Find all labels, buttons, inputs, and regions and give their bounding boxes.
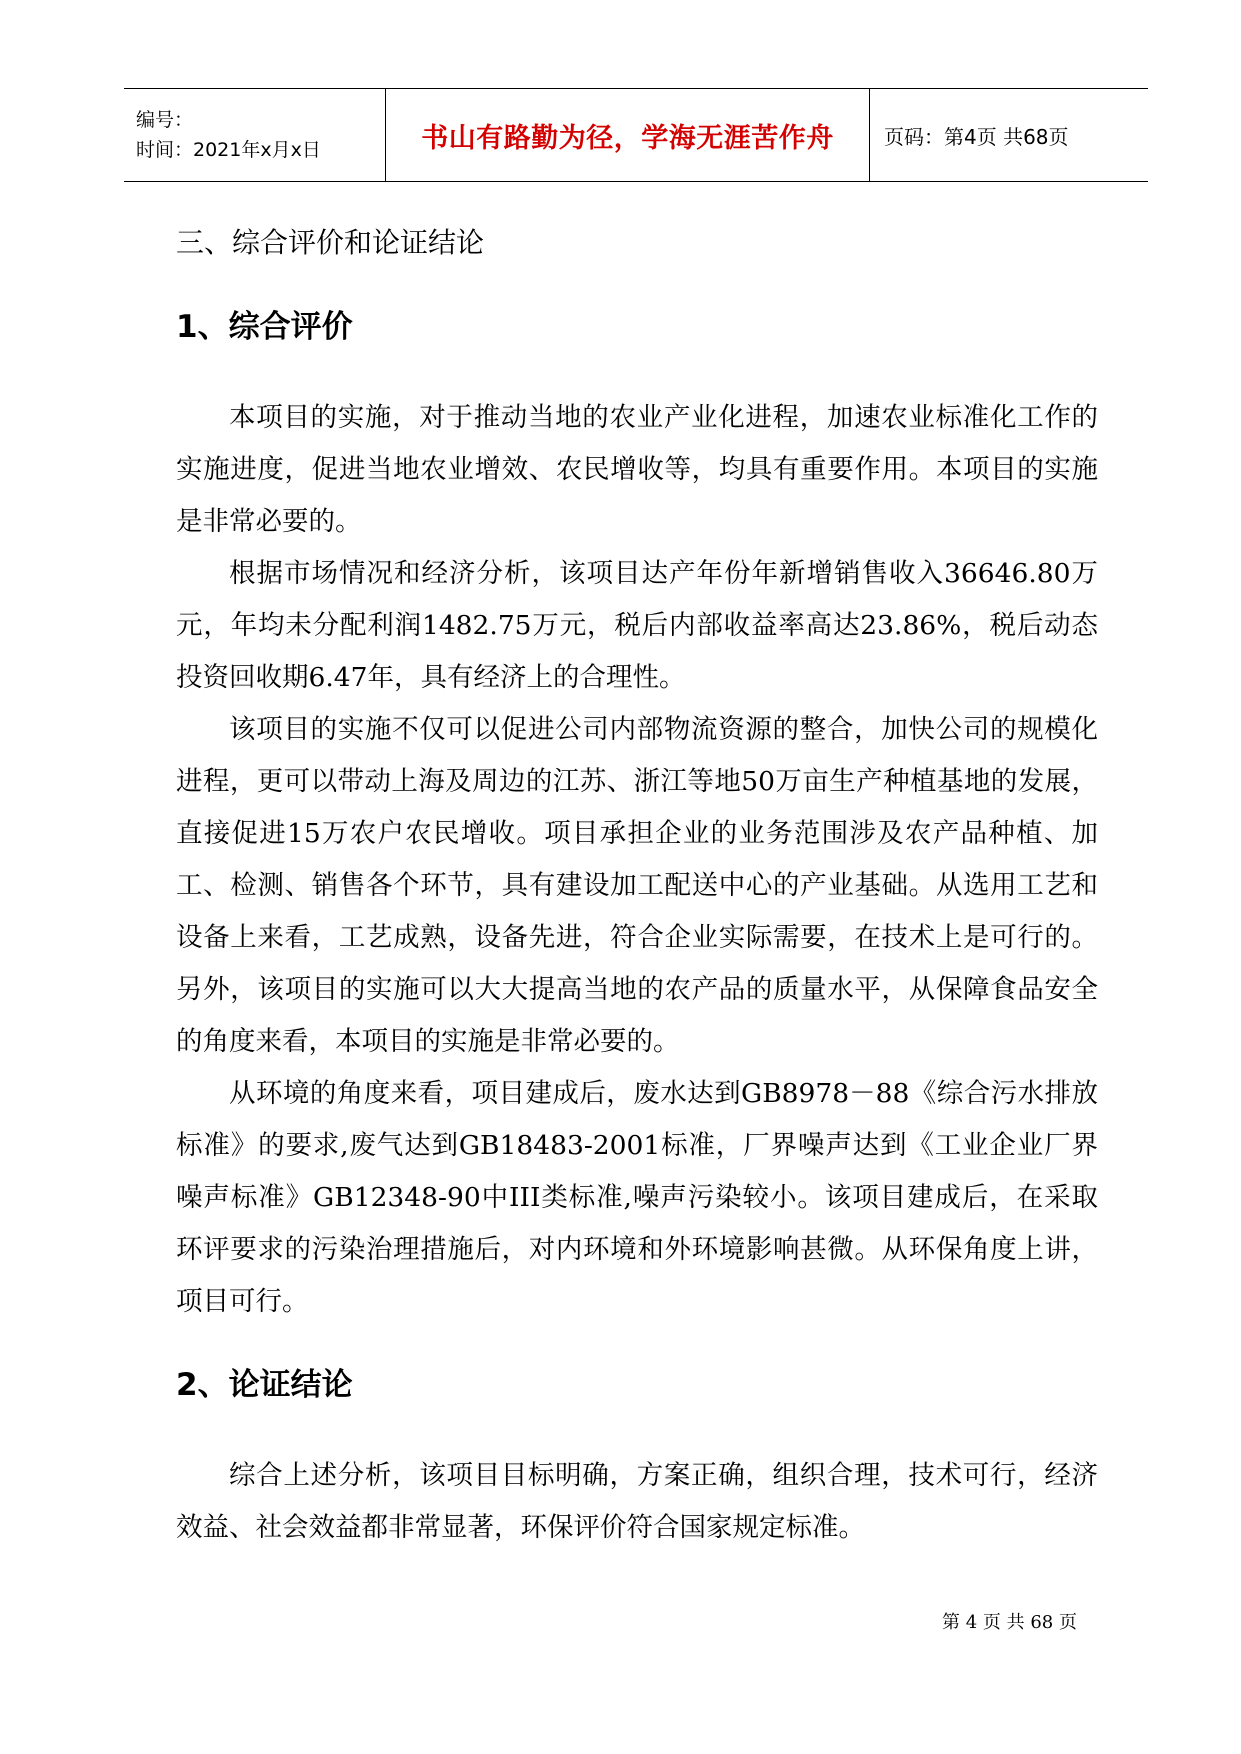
motto-text: 书山有路勤为径，学海无涯苦作舟 — [421, 122, 834, 154]
time-label: 时间：2021年x月x日 — [136, 139, 321, 161]
evaluation-paragraphs — [176, 392, 1098, 1328]
paragraph: 综合上述分析，该项目目标明确，方案正确，组织合理，技术可行，经济效益、社会效益都非常显著，环保评价符合国家规定标准。 — [176, 1460, 1098, 1543]
paragraph: 本项目的实施，对于推动当地的农业产业化进程，加速农业标准化工作的实施进度，促进当地农业增效、农民增收等，均具有重要作用。本项目的实施是非常必要的。 — [176, 402, 1098, 537]
heading-conclusion: 2、论证结论 — [176, 1367, 353, 1403]
paragraph: 根据市场情况和经济分析，该项目达产年份年新增销售收入36646.80万元，年均未分配利润1482.75万元，税后内部收益率高达23.86%，税后动态投资回收期6.47年，具有经济上的合理性。 — [176, 558, 1098, 693]
header-meta — [124, 89, 386, 181]
number-label: 编号： — [136, 109, 194, 131]
header-motto — [386, 89, 870, 181]
header-page-info — [870, 89, 1148, 181]
page-footer: 第 4 页 共 68 页 — [942, 1612, 1077, 1633]
paragraph: 该项目的实施不仅可以促进公司内部物流资源的整合，加快公司的规模化进程，更可以带动上海及周边的江苏、浙江等地50万亩生产种植基地的发展，直接促进15万农户农民增收。项目承担企业的业务范围涉及农产品种植、加工、检测、销售各个环节，具有建设加工配送中心的产业基础。从选用工艺和设备上来看，工艺成熟，设备先进，符合企业实际需要，在技术上是可行的。另外，该项目的实施可以大大提高当地的农产品的质量水平，从保障食品安全的角度来看，本项目的实施是非常必要的。 — [176, 714, 1098, 1057]
page-info-text: 页码：第4页 共68页 — [884, 124, 1069, 149]
section-title: 三、综合评价和论证结论 — [176, 226, 485, 259]
paragraph: 从环境的角度来看，项目建成后，废水达到GB8978－88《综合污水排放标准》的要求,废气达到GB18483-2001标准，厂界噪声达到《工业企业厂界噪声标准》GB12348-90中III类标准,噪声污染较小。该项目建成后，在采取环评要求的污染治理措施后，对内环境和外环境影响甚微。从环保角度上讲，项目可行。 — [176, 1078, 1098, 1317]
heading-comprehensive-evaluation: 1、综合评价 — [176, 309, 353, 345]
page-header — [124, 88, 1148, 182]
document-body — [176, 196, 1098, 1554]
conclusion-paragraphs — [176, 1450, 1098, 1554]
